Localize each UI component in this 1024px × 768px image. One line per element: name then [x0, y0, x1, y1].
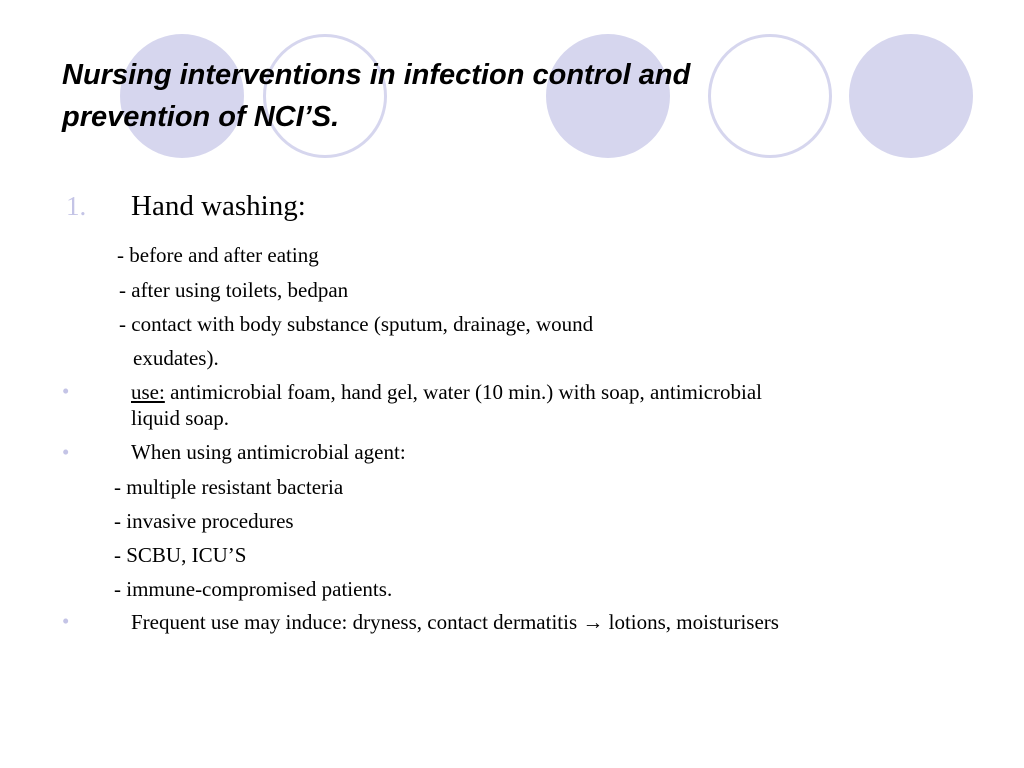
- bullet-marker: •: [62, 609, 70, 633]
- use-label: use:: [131, 380, 165, 404]
- agent-subitem-1: - multiple resistant bacteria: [114, 475, 344, 499]
- hand-washing-subitem-3-continued: exudates).: [133, 346, 219, 370]
- slide-title-line-2: prevention of NCI’S.: [62, 101, 340, 133]
- use-bullet-text: antimicrobial foam, hand gel, water (10 min.) with soap, antimicrobial: [164, 380, 762, 404]
- agent-subitem-4: - immune-compromised patients.: [114, 577, 393, 601]
- hand-washing-heading: Hand washing:: [131, 190, 306, 222]
- bullet-marker: •: [62, 440, 70, 464]
- slide-title: [62, 54, 862, 138]
- agent-subitem-3: - SCBU, ICU’S: [114, 543, 247, 567]
- frequent-use-bullet-text: Frequent use may induce: dryness, contact dermatitis → lotions, moisturisers: [131, 610, 779, 634]
- decor-circle-5: [849, 34, 973, 158]
- slide-title-line-1: Nursing interventions in infection control and: [62, 59, 691, 91]
- bullet-marker: •: [62, 379, 70, 403]
- agent-subitem-2: - invasive procedures: [114, 509, 294, 533]
- use-bullet-line-1: [131, 379, 762, 405]
- hand-washing-subitem-1: - before and after eating: [117, 243, 319, 267]
- agent-bullet-text: When using antimicrobial agent:: [131, 440, 406, 464]
- hand-washing-subitem-2: - after using toilets, bedpan: [119, 278, 349, 302]
- list-number-marker: 1.: [66, 191, 87, 221]
- use-bullet-line-2: liquid soap.: [131, 406, 229, 430]
- hand-washing-subitem-3: - contact with body substance (sputum, drainage, wound: [119, 312, 594, 336]
